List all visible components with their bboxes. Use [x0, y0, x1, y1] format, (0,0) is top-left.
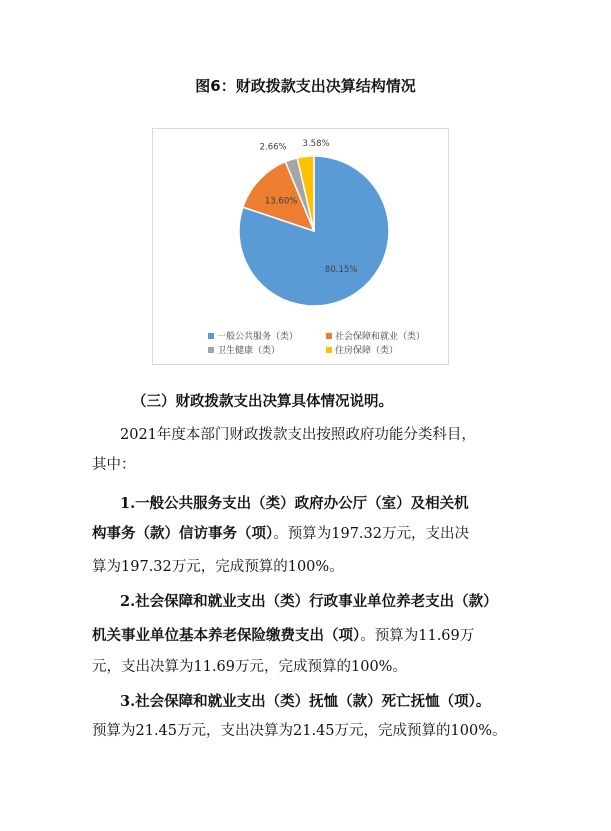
item3-line1: 3.社会保障和就业支出（类）抚恤（款）死亡抚恤（项）。: [120, 693, 491, 710]
figure-title: 图6：财政拨款支出决算结构情况: [195, 77, 416, 95]
item1-line1: 1.一般公共服务支出（类）政府办公厅（室）及相关机: [120, 495, 469, 512]
item1-line3: 算为197.32万元，完成预算的100%。: [92, 559, 344, 575]
item1-bold-text: 构事务（款）信访事务（项）: [92, 525, 274, 542]
item1-budget-text: 。预算为197.32万元，支出决: [273, 526, 469, 542]
legend-swatch: [208, 347, 214, 353]
item2-bold-text: 机关事业单位基本养老保险缴费支出（项）: [92, 627, 361, 644]
intro-line-2: 其中：: [92, 457, 136, 473]
legend-swatch: [208, 333, 214, 339]
legend-label: 一般公共服务（类）: [217, 332, 299, 342]
item2-line2: [92, 626, 532, 646]
item1-line2: [92, 524, 532, 544]
item2-line1: 2.社会保障和就业支出（类）行政事业单位养老支出（款）: [120, 593, 498, 610]
legend-label: 卫生健康（类）: [217, 346, 281, 356]
intro-line-1: 2021年度本部门财政拨款支出按照政府功能分类科目，: [120, 427, 476, 443]
pie-data-label-0: 80.15%: [324, 264, 358, 275]
section-heading: （三）财政拨款支出决算具体情况说明。: [132, 393, 393, 410]
legend-label: 社会保障和就业（类）: [335, 332, 426, 342]
legend-item-housing: [326, 343, 398, 356]
item3-line2: 预算为21.45万元，支出决算为21.45万元，完成预算的100%。: [92, 723, 507, 739]
pie-data-label-1: 13.60%: [264, 196, 298, 207]
legend-item-health: [208, 343, 280, 356]
legend-item-general-public-services: [208, 329, 298, 342]
legend-swatch: [326, 347, 332, 353]
item2-line3: 元，支出决算为11.69万元，完成预算的100%。: [92, 659, 407, 675]
legend-item-social-security: [326, 329, 425, 342]
pie-data-label-3: 3.58%: [302, 139, 330, 150]
pie-chart: [152, 128, 449, 365]
item2-budget-text: 。预算为11.69万: [360, 628, 475, 644]
pie-data-label-2: 2.66%: [259, 142, 287, 153]
legend-swatch: [326, 333, 332, 339]
legend-label: 住房保障（类）: [335, 346, 399, 356]
